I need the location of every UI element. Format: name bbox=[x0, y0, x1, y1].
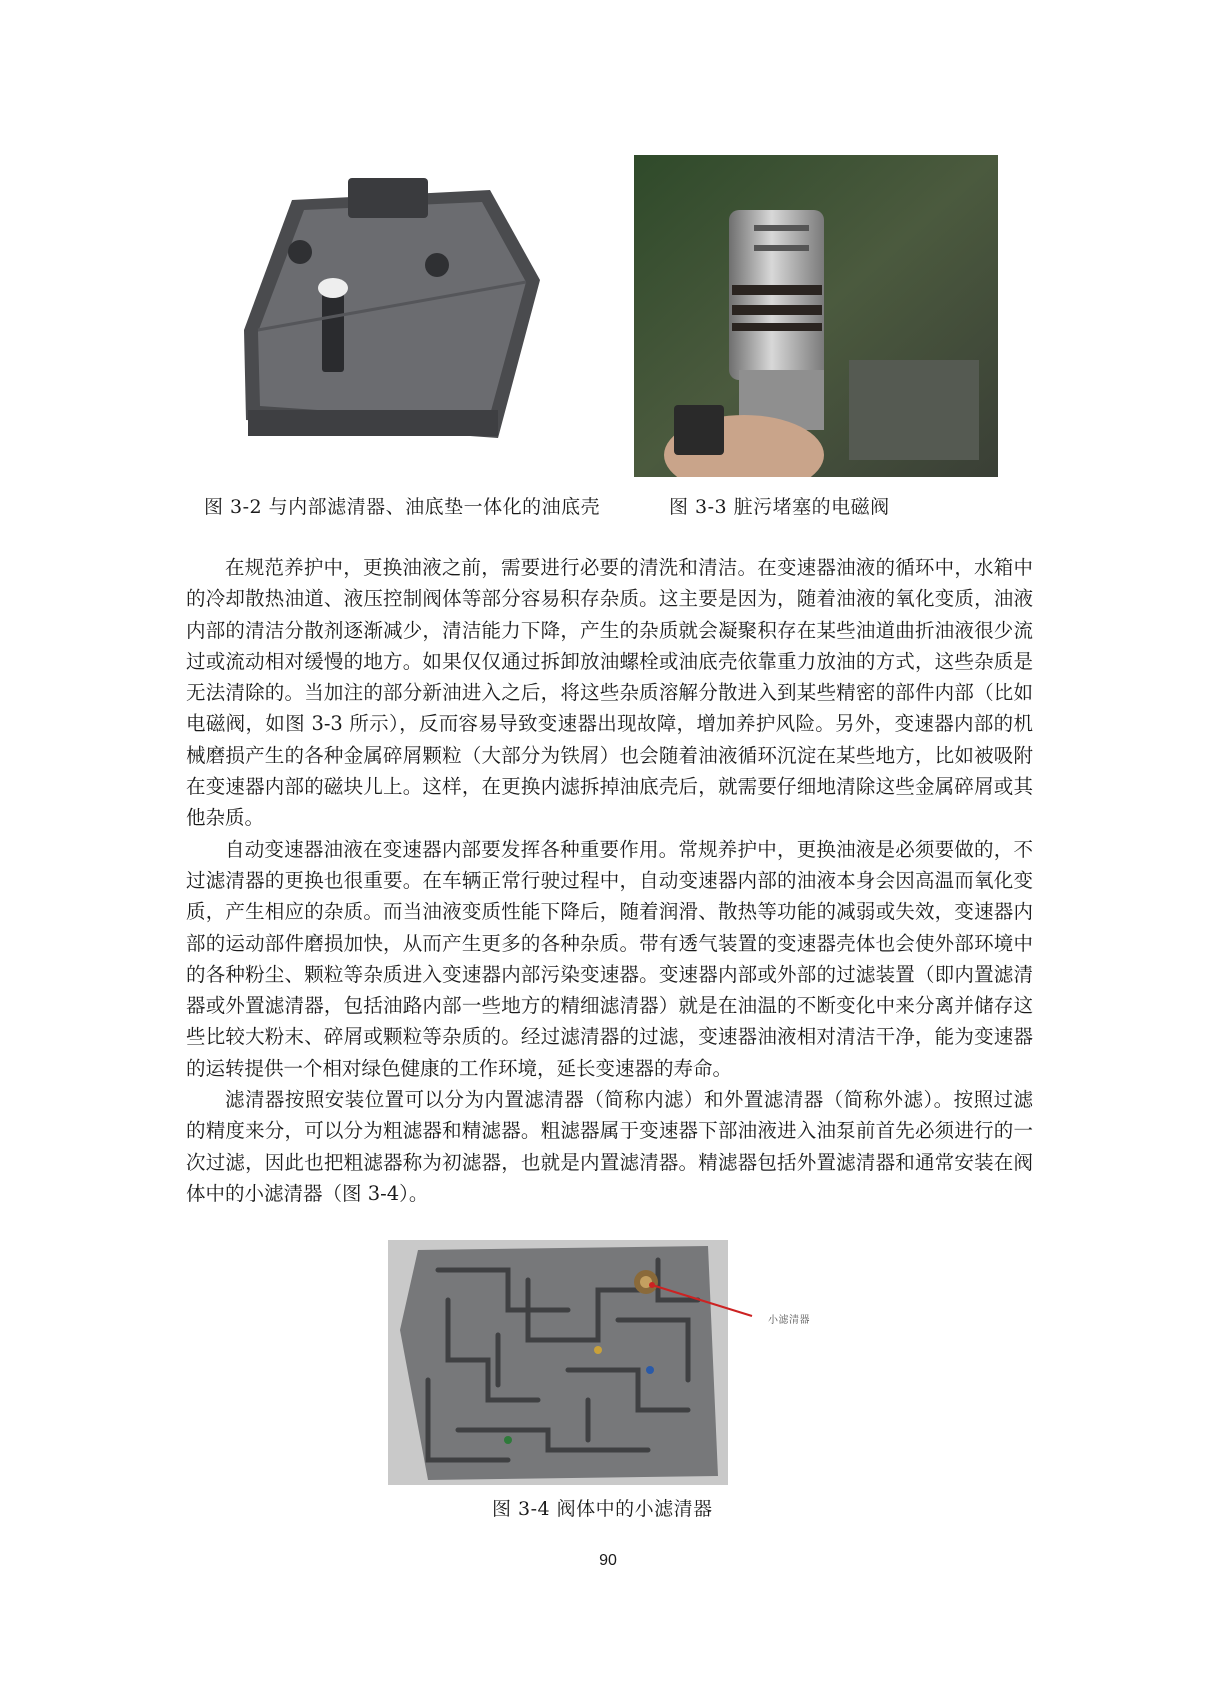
valve-body-photo bbox=[388, 1240, 728, 1485]
page-number: 90 bbox=[599, 1552, 617, 1569]
callout-label: 小滤清器 bbox=[768, 1315, 810, 1326]
solenoid-valve-photo bbox=[634, 155, 998, 477]
fig-3-4-caption: 图 3-4 阀体中的小滤清器 bbox=[492, 1498, 713, 1520]
body-text bbox=[186, 552, 1033, 1209]
paragraph-3: 滤清器按照安装位置可以分为内置滤清器（简称内滤）和外置滤清器（简称外滤）。按照过滤的精度来分，可以分为粗滤器和精滤器。粗滤器属于变速器下部油液进入油泵前首先必须进行的一次过滤，因此也把粗滤器称为初滤器，也就是内置滤清器。精滤器包括外置滤清器和通常安装在阀体中的小滤清器（图 3-4）。 bbox=[186, 1088, 1033, 1205]
oil-pan-photo bbox=[240, 170, 560, 440]
paragraph-1: 在规范养护中，更换油液之前，需要进行必要的清洗和清洁。在变速器油液的循环中，水箱中的冷却散热油道、液压控制阀体等部分容易积存杂质。这主要是因为，随着油液的氧化变质，油液内部的清洁分散剂逐渐减少，清洁能力下降，产生的杂质就会凝聚积存在某些油道曲折油液很少流过或流动相对缓慢的地方。如果仅仅通过拆卸放油螺栓或油底壳依靠重力放油的方式，这些杂质是无法清除的。当加注的部分新油进入之后，将这些杂质溶解分散进入到某些精密的部件内部（比如电磁阀，如图 3-3 所示），反而容易导致变速器出现故障，增加养护风险。另外，变速器内部的机械磨损产生的各种金属碎屑颗粒（大部分为铁屑）也会随着油液循环沉淀在某些地方，比如被吸附在变速器内部的磁块儿上。这样，在更换内滤拆掉油底壳后，就需要仔细地清除这些金属碎屑或其他杂质。 bbox=[186, 556, 1033, 830]
fig-3-2-caption: 图 3-2 与内部滤清器、油底垫一体化的油底壳 bbox=[204, 496, 601, 518]
paragraph-2: 自动变速器油液在变速器内部要发挥各种重要作用。常规养护中，更换油液是必须要做的，不过滤清器的更换也很重要。在车辆正常行驶过程中，自动变速器内部的油液本身会因高温而氧化变质，产生相应的杂质。而当油液变质性能下降后，随着润滑、散热等功能的减弱或失效，变速器内部的运动部件磨损加快，从而产生更多的各种杂质。带有透气装置的变速器壳体也会使外部环境中的各种粉尘、颗粒等杂质进入变速器内部污染变速器。变速器内部或外部的过滤装置（即内置滤清器或外置滤清器，包括油路内部一些地方的精细滤清器）就是在油温的不断变化中来分离并储存这些比较大粉末、碎屑或颗粒等杂质的。经过滤清器的过滤，变速器油液相对清洁干净，能为变速器的运转提供一个相对绿色健康的工作环境，延长变速器的寿命。 bbox=[186, 837, 1033, 1080]
fig-3-3-caption: 图 3-3 脏污堵塞的电磁阀 bbox=[669, 496, 890, 518]
